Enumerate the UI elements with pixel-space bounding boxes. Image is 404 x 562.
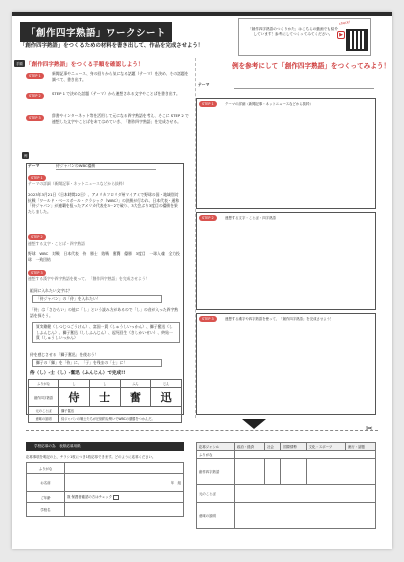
ex-step3-answer1: 「侍ジャパン」の「侍」を入れたい！ (32, 295, 162, 303)
meaning-label: 意味の説明 (29, 415, 59, 423)
step3-text: 辞書やインターネット等を活用して元になる四字熟語を考え、そこに STEP 2 で連想した文字やことばをあてはめていき、「創作四字熟語」を完成させる。 (52, 113, 189, 124)
genre-option-5[interactable]: 流行・話題 (345, 443, 375, 451)
grade-suffix: 年 組 (170, 481, 181, 485)
entry-form-note: 応募事項を明記の上、チラシ1枚につき1枚応募できます。どのように応募ください。 (26, 455, 156, 459)
worksheet (12, 12, 392, 549)
furigana-label: ふりがな (27, 463, 65, 474)
name-field[interactable] (65, 474, 184, 492)
grid-char-3[interactable] (281, 459, 306, 485)
page-subtitle: 「創作四字熟語」をつくるための材料を書き出して、作品を完成させよう！ (20, 43, 204, 49)
step2-text: STEP 1 で決めた話題（テーマ）から連想される文字やことばを書き出す。 (52, 91, 180, 96)
ex-result: 侍（し）-士（し）-奮迅（ふんじん）で完成!! (30, 371, 126, 376)
play-icon: ▶ (337, 31, 345, 39)
grid-orig-label: 元のことば (197, 485, 235, 503)
work-label: 創作四字熟語 (29, 388, 59, 407)
practice-step3-tag: STEP 3 (199, 316, 217, 322)
grid-orig-field[interactable] (235, 485, 376, 503)
procedure-tag: 手順 (16, 62, 23, 66)
practice-step2-caption: 連想する文字・ことば・四字熟語 (225, 216, 276, 220)
grid-work-label: 創作四字熟語 (197, 459, 235, 485)
entry-grid (196, 442, 376, 529)
video-promo-text: 「創作四字熟語のつくりかた」はこちらの動画でも紹介しています！参考にしてつくってみてください。 (248, 27, 338, 36)
age-field[interactable] (65, 492, 184, 503)
meaning-value: 侍ジャパンの戦士たちが圧倒的な勢いでWBCの優勝をつかんだ。 (59, 415, 182, 423)
entry-form-title: 学校応募の為 表紙応募用紙 (34, 444, 81, 448)
ex-step2-caption: 連想する文字・ことば・四字熟語 (28, 241, 85, 246)
down-arrow-icon (242, 419, 266, 429)
grid-meaning-label: 意味の説明 (197, 503, 235, 529)
reading-1: し (59, 380, 90, 388)
char-3: 奮 (120, 388, 151, 407)
char-4: 迅 (151, 388, 182, 407)
reading-3: ふん (120, 380, 151, 388)
check-label: check! (338, 20, 351, 26)
char-1: 侍 (59, 388, 90, 407)
grid-char-1[interactable] (235, 459, 265, 485)
ex-step3-text: 「侍」は「さむらい」の他に「し」という読み方があるので「し」の音が入った四字熟語を探そう。 (30, 307, 179, 318)
qr-code-icon[interactable] (346, 29, 368, 51)
top-bar (12, 12, 392, 16)
genre-option-4[interactable]: 文化・スポーツ (306, 443, 345, 451)
ex-step3-answer2: 獅子の「獅」を「侍」に、「子」を残まの「士」に！ (32, 359, 162, 367)
char-2: 士 (89, 388, 120, 407)
guardian-checkbox[interactable] (113, 495, 119, 500)
grid-meaning-field[interactable] (235, 503, 376, 529)
genre-option-1[interactable]: 政治・経済 (235, 443, 265, 451)
practice-step3-caption: 連想する漢字や四字熟語を使って、「創作四字熟語」を完成させよう！ (225, 317, 334, 321)
orig-label: 元のことば (29, 407, 59, 415)
step3-tag: STEP 3 (26, 115, 44, 121)
example-theme-label: テーマ (28, 163, 40, 168)
ex-step3-tag: STEP 3 (28, 270, 46, 276)
school-label: 学校名 (27, 503, 65, 517)
practice-step2-box[interactable] (196, 212, 376, 310)
step2-tag: STEP 2 (26, 93, 44, 99)
video-promo-box (238, 18, 371, 56)
cut-line (26, 430, 378, 431)
guardian-check-text: 保護者確認の方はチェック (71, 495, 113, 500)
grid-reading-field[interactable] (235, 451, 376, 459)
practice-step1-tag: STEP 1 (199, 101, 217, 107)
reading-label: ふりがな (29, 380, 59, 388)
ex-step1-caption: テーマの詳細（新聞記事・ネットニュースなどから抜粋） (28, 181, 127, 186)
practice-step2-tag: STEP 2 (199, 215, 217, 221)
practice-step3-box[interactable] (196, 313, 376, 415)
step1-text: 新聞記事やニュース、身の回りから気になる話題（テーマ）を決め、その話題を調べて、書き出す。 (52, 71, 189, 82)
grid-reading-label: ふりがな (197, 451, 235, 459)
genre-label: 応募ジャンル (197, 443, 235, 451)
practice-step1-box[interactable] (196, 98, 376, 209)
ex-step1-tag: STEP 1 (28, 175, 46, 181)
grid-char-4[interactable] (306, 459, 375, 485)
example-result-table (28, 379, 182, 423)
practice-heading: 例を参考にして「創作四字熟語」をつくってみよう！ (232, 62, 391, 70)
practice-step1-caption: テーマの詳細（新聞記事・ネットニュースなどから抜粋） (225, 102, 313, 106)
ex-step2-tag: STEP 2 (28, 234, 46, 240)
practice-theme-input[interactable] (234, 88, 374, 89)
step1-tag: STEP 1 (26, 73, 44, 79)
example-tag: 例 (24, 154, 28, 158)
ex-step3-caption: 連想する漢字や四字熟語を使って、「創作四字熟語」を完成させよう！ (28, 276, 150, 281)
grid-char-2[interactable] (265, 459, 281, 485)
school-field[interactable] (65, 503, 184, 517)
procedure-heading: 「創作四字熟語」をつくる手順を確認しよう！ (26, 62, 144, 68)
practice-theme-label: テーマ (198, 82, 210, 87)
ex-step3-question2: 侍を感じさせる「獅子奮迅」を使おう！ (30, 352, 99, 357)
age-suffix: 歳 (67, 495, 71, 500)
example-theme-value: 侍ジャパンのWBC優勝 (56, 163, 156, 170)
entry-form (26, 442, 184, 544)
furigana-field[interactable] (65, 463, 184, 474)
entry-form-bar (26, 442, 184, 451)
ex-step1-text: 2023年3月21日（日本時間22日）、アメリカフロリダ州マイアミで野球の国・地域別対抗戦「ワールド・ベースボール・クラシック（WBC）」の決勝が行われ、日本代表・通称「侍ジャパン」が連覇を狙ったアメリカ代表を3－2で破り、3大会ぶり3度目の優勝を果たしました。 (28, 192, 180, 214)
ex-step2-text: 野球 WBC 対戦 日本代表 侍 勝士 敗戦 奮闘 優勝 3度目 一球入魂 全力投球 一致団結 (28, 251, 180, 262)
orig-value: 獅子奮迅 (59, 407, 182, 415)
name-label: お名前 (27, 474, 65, 492)
age-label: ご年齢 (27, 492, 65, 503)
page-title: 「創作四字熟語」ワークシート (20, 22, 172, 42)
reading-4: じん (151, 380, 182, 388)
entry-form-table (26, 462, 184, 517)
scissors-icon: ✂ (366, 424, 373, 433)
genre-option-2[interactable]: 社会 (265, 443, 281, 451)
genre-option-3[interactable]: 国際情勢 (281, 443, 306, 451)
ex-step3-candidates: 質実剛健（しつじつごうけん）、富国一貫（しゅうしいっかん）、獅子奮迅（ししふんじん）、獅子奮迅（ししふんじん）、起死回生（きしかいせい）、終始一貫（しゅうしいっかん） (32, 322, 180, 343)
ex-step3-question1: 組同に入れたい文字は？ (30, 288, 72, 293)
reading-2: し (89, 380, 120, 388)
